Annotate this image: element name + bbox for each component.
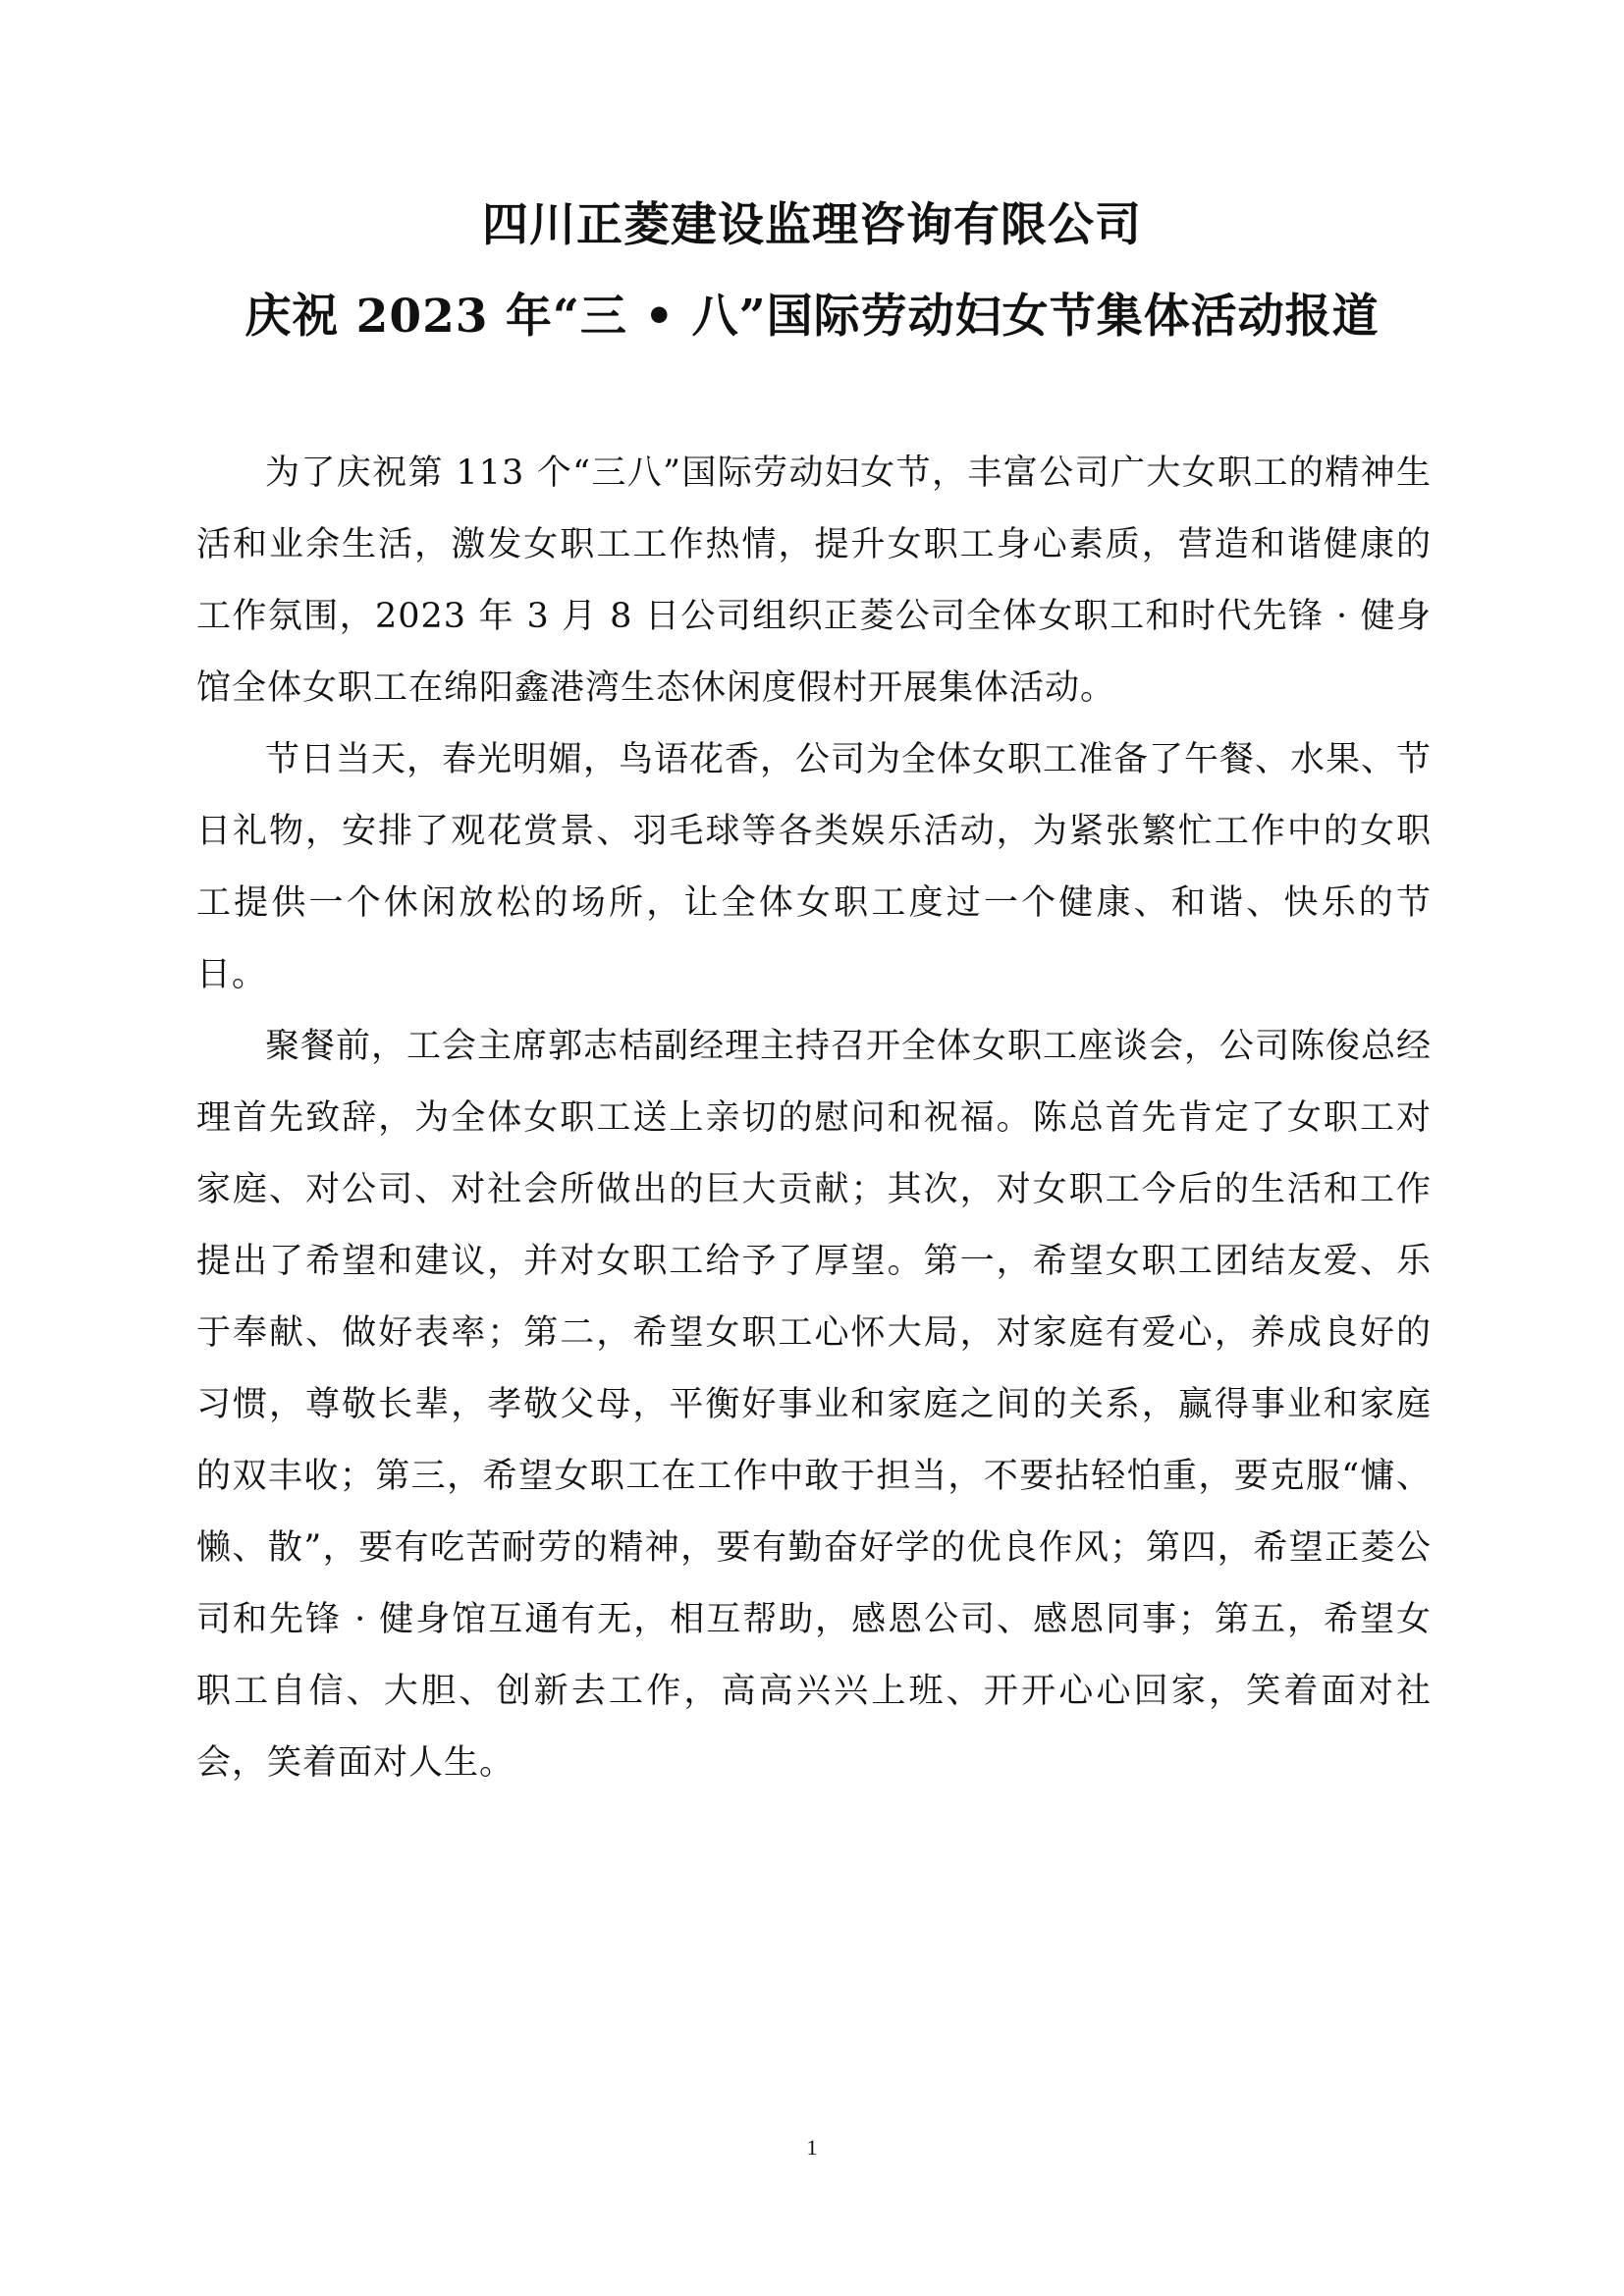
- document-body: [196, 438, 1432, 1799]
- document-title-line-2: 庆祝 2023 年“三 • 八”国际劳动妇女节集体活动报道: [244, 290, 1380, 344]
- paragraph-3: 聚餐前，工会主席郭志桔副经理主持召开全体女职工座谈会，公司陈俊总经理首先致辞，为全体女职工送上亲切的慰问和祝福。陈总首先肯定了女职工对家庭、对公司、对社会所做出的巨大贡献；其次，对女职工今后的生活和工作提出了希望和建议，并对女职工给予了厚望。第一，希望女职工团结友爱、乐于奉献、做好表率；第二，希望女职工心怀大局，对家庭有爱心，养成良好的习惯，尊敬长辈，孝敬父母，平衡好事业和家庭之间的关系，赢得事业和家庭的双丰收；第三，希望女职工在工作中敢于担当，不要拈轻怕重，要克服“慵、懒、散”，要有吃苦耐劳的精神，要有勤奋好学的优良作风；第四，希望正菱公司和先锋 · 健身馆互通有无，相互帮助，感恩公司、感恩同事；第五，希望女职工自信、大胆、创新去工作，高高兴兴上班、开开心心回家，笑着面对社会，笑着面对人生。: [196, 1027, 1433, 1783]
- page-number: 1: [806, 2135, 818, 2160]
- paragraph-1: 为了庆祝第 113 个“三八”国际劳动妇女节，丰富公司广大女职工的精神生活和业余生活，激发女职工工作热情，提升女职工身心素质，营造和谐健康的工作氛围，2023 年 3 月 8 日公司组织正菱公司全体女职工和时代先锋 · 健身馆全体女职工在绵阳鑫港湾生态休闲度假村开展集体活动。: [196, 454, 1432, 708]
- document-title-line-1: 四川正菱建设监理咨询有限公司: [482, 198, 1142, 252]
- paragraph-2: 节日当天，春光明媚，鸟语花香，公司为全体女职工准备了午餐、水果、节日礼物，安排了观花赏景、羽毛球等各类娱乐活动，为紧张繁忙工作中的女职工提供一个休闲放松的场所，让全体女职工度过一个健康、和谐、快乐的节日。: [196, 740, 1433, 994]
